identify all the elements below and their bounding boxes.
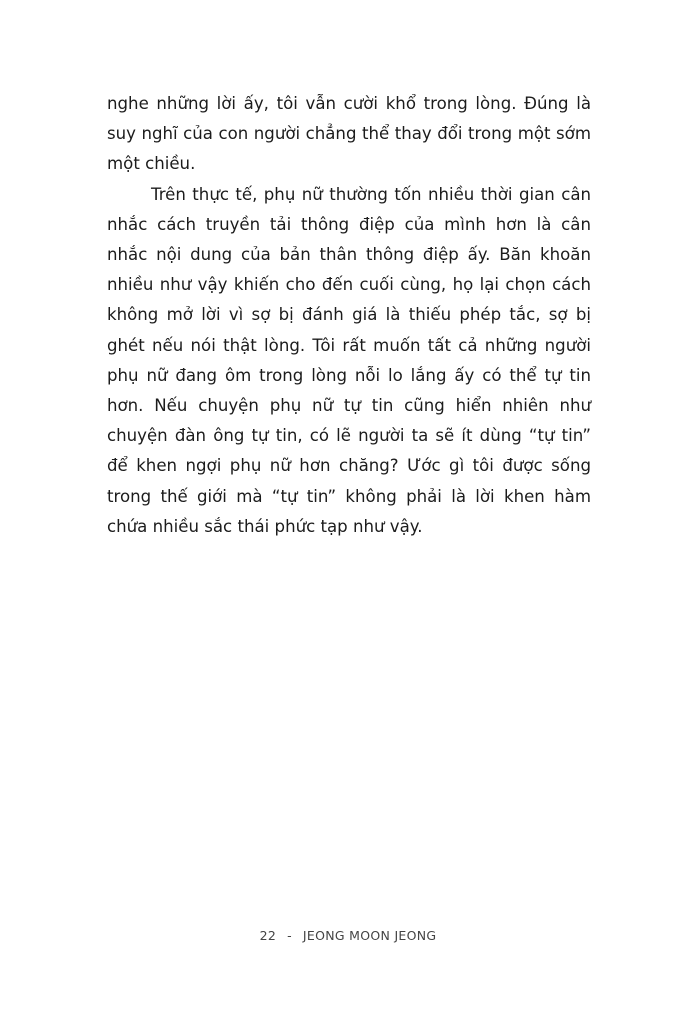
running-author: JEONG MOON JEONG <box>302 928 437 943</box>
page-footer <box>0 928 696 943</box>
footer-separator: - <box>287 928 292 943</box>
page-number: 22 <box>259 928 277 943</box>
paragraph-continued: nghe những lời ấy, tôi vẫn cười khổ trong lòng. Đúng là suy nghĩ của con người chẳng thể thay đổi trong một sớm một chiều. <box>107 94 591 174</box>
body-text <box>107 89 591 542</box>
paragraph: Trên thực tế, phụ nữ thường tốn nhiều thời gian cân nhắc cách truyền tải thông điệp của mình hơn là cân nhắc nội dung của bản thân thông điệp ấy. Băn khoăn nhiều như vậy khiến cho đến cuối cùng, họ lại chọn cách không mở lời vì sợ bị đánh giá là thiếu phép tắc, sợ bị ghét nếu nói thật lòng. Tôi rất muốn tất cả những người phụ nữ đang ôm trong lòng nỗi lo lắng ấy có thể tự tin hơn. Nếu chuyện phụ nữ tự tin cũng hiển nhiên như chuyện đàn ông tự tin, có lẽ người ta sẽ ít dùng “tự tin” để khen ngợi phụ nữ hơn chăng? Ước gì tôi được sống trong thế giới mà “tự tin” không phải là lời khen hàm chứa nhiều sắc thái phức tạp như vậy. <box>107 184 591 536</box>
